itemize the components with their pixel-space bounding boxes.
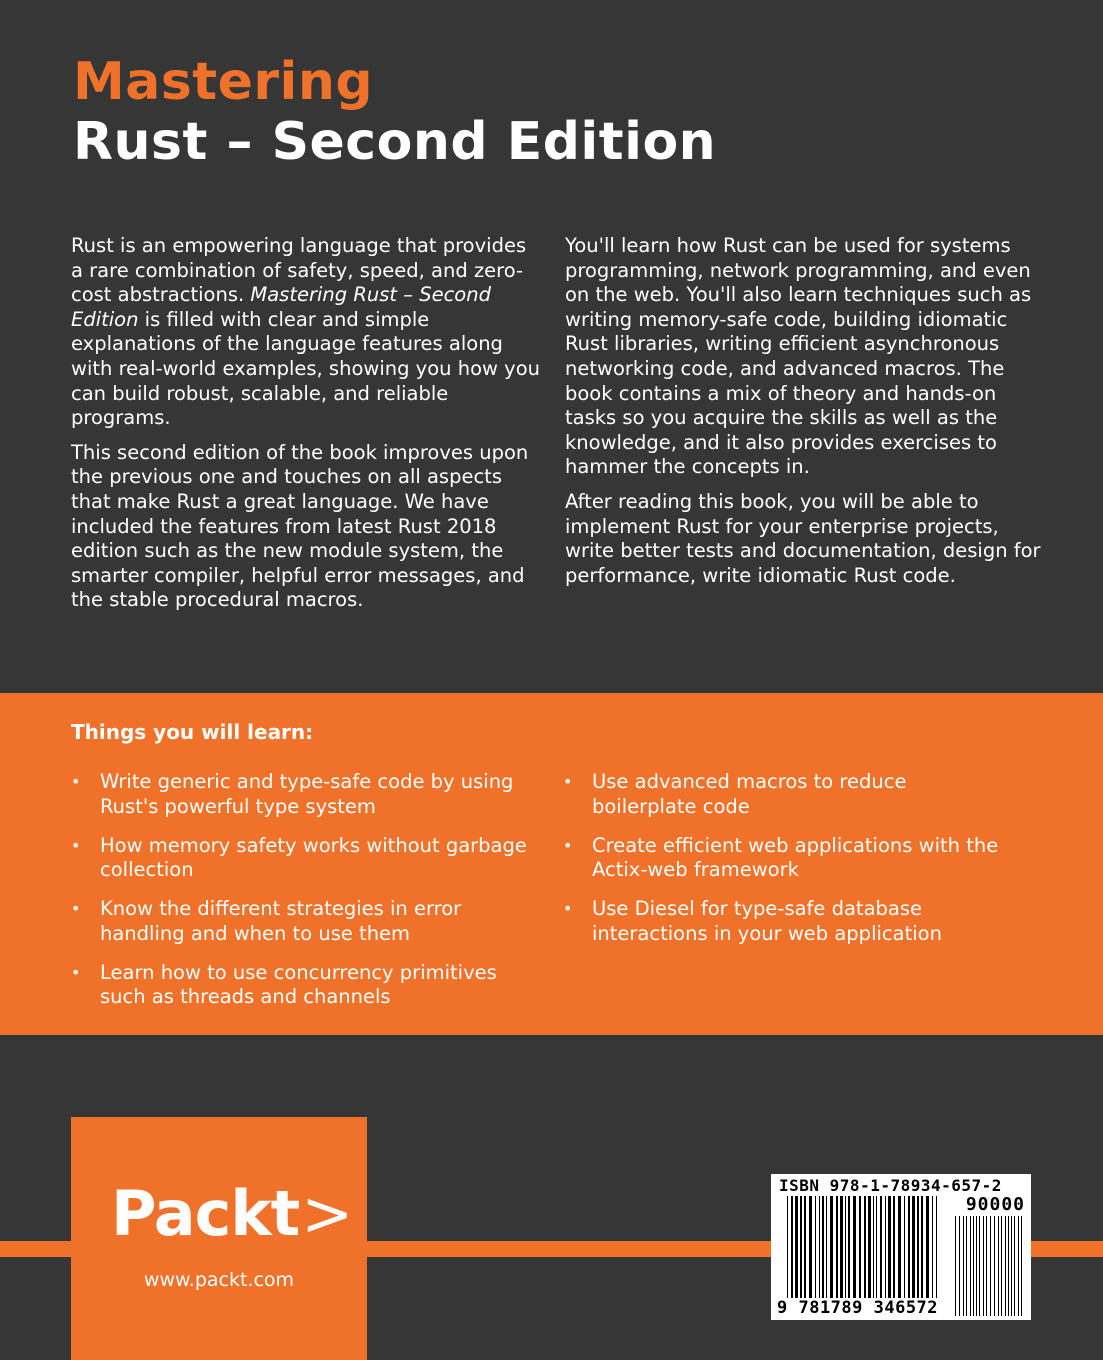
book-title-italic: Mastering Rust – Second Edition [71, 283, 491, 331]
publisher-url: www.packt.com [143, 1269, 295, 1291]
learn-list-right [563, 770, 1003, 961]
bullet-icon: • [71, 772, 81, 791]
barcode-bar [1011, 1216, 1012, 1316]
learn-item: • How memory safety works without garbage collection [71, 833, 527, 881]
barcode-bar [959, 1216, 960, 1316]
title-block [73, 52, 716, 172]
bullet-icon: • [563, 899, 573, 918]
learn-item: • Use Diesel for type-safe database interactions in your web application [563, 897, 942, 945]
learn-list-left [71, 770, 541, 1024]
barcode-bar [963, 1216, 964, 1316]
chevron-right-icon: > [301, 1177, 353, 1250]
description-paragraph: Rust is an empowering language that provides a rare combination of safety, speed, and zero-cost abstractions. Mastering Rust – Second Edition is filled with clear and simple explanations of the language features along with real-world examples, showing you how you can build robust, scalable, and reliable programs. [71, 234, 540, 430]
barcode-bar [955, 1216, 956, 1316]
price-addon: 90000 [965, 1194, 1025, 1215]
barcode-bar [998, 1216, 999, 1316]
learn-item: • Write generic and type-safe code by using Rust's powerful type system [71, 770, 514, 818]
barcode-bar [983, 1216, 984, 1316]
bullet-icon: • [563, 772, 573, 791]
description-paragraph: You'll learn how Rust can be used for systems programming, network programming, and even on the web. You'll also learn techniques such as writing memory-safe code, building idiomatic Rust libraries, writing efficient asynchronous networking code, and advanced macros. The book contains a mix of theory and hands-on tasks so you acquire the skills as well as the knowledge, and it also provides exercises to hammer the concepts in. [565, 234, 1032, 479]
barcode-bar [966, 1216, 967, 1316]
publisher-logo-box [71, 1117, 367, 1360]
barcode-bar [970, 1216, 971, 1316]
learn-item: • Know the different strategies in error handling and when to use them [71, 897, 462, 945]
bullet-icon: • [563, 835, 573, 855]
barcode-bar [1018, 1216, 1019, 1316]
learn-item: • Create efficient web applications with the Actix-web framework [563, 833, 999, 881]
barcode-bar [976, 1216, 977, 1316]
barcode-bar [979, 1216, 980, 1316]
isbn-label: ISBN 978-1-78934-657-2 [779, 1176, 1002, 1195]
title-mastering: Mastering [73, 52, 374, 112]
barcode-bar [990, 1216, 991, 1316]
learn-item: • Use advanced macros to reduce boilerplate code [563, 770, 907, 818]
packt-logo: Packt> [111, 1177, 353, 1250]
learn-item: • Learn how to use concurrency primitives such as threads and channels [71, 960, 497, 1008]
title-rust-second-edition: Rust – Second Edition [73, 112, 717, 172]
barcode-bar [1005, 1216, 1006, 1316]
bullet-icon: • [71, 899, 81, 918]
barcode-bar [1001, 1216, 1002, 1316]
barcode-bar [1008, 1216, 1009, 1316]
barcode-bar [1021, 1216, 1022, 1316]
barcode-bar [1014, 1216, 1015, 1316]
ean-number: 9 781789 346572 [777, 1298, 939, 1318]
learn-heading: Things you will learn: [71, 720, 314, 744]
description-left-column [71, 234, 541, 623]
barcode-bar [973, 1216, 974, 1316]
description-paragraph: This second edition of the book improves upon the previous one and touches on all aspects that make Rust a great language. We have included the features from latest Rust 2018 edition such as the new module system, the smarter compiler, helpful error messages, and the stable procedural macros. [71, 440, 529, 612]
isbn-barcode [771, 1174, 1031, 1320]
description-right-column [565, 234, 1045, 598]
barcode-bar [986, 1216, 987, 1316]
bullet-icon: • [71, 835, 81, 855]
description-paragraph: After reading this book, you will be able to implement Rust for your enterprise projects, write better tests and documentation, design for performance, write idiomatic Rust code. [565, 489, 1041, 587]
barcode-bar [994, 1216, 995, 1316]
bullet-icon: • [71, 962, 81, 982]
